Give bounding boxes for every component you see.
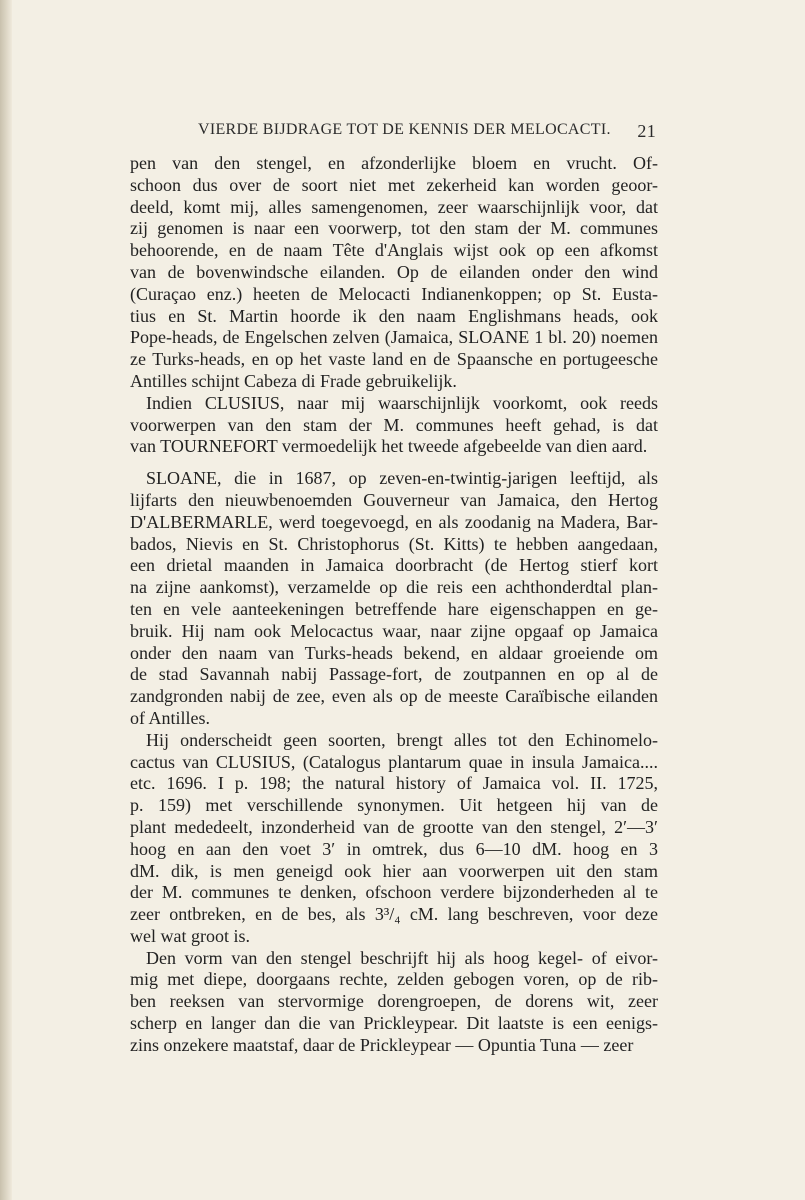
- text-line: Pope-heads, de Engelschen zelven (Jamaica, SLOANE 1 bl. 20) noemen: [130, 327, 658, 348]
- text-line: dM. dik, is men geneigd ook hier aan voorwerpen uit den stam: [130, 860, 658, 881]
- text-line: schoon dus over de soort niet met zekerheid kan worden geoor-: [130, 174, 658, 195]
- text-line: zins onzekere maatstaf, daar de Prickleypear — Opuntia Tuna — zeer: [130, 1034, 634, 1055]
- paragraph: [130, 468, 658, 730]
- text-line: behoorende, en de naam Tête d'Anglais wijst ook op een afkomst: [130, 240, 658, 261]
- text-line: p. 159) met verschillende synonymen. Uit hetgeen hij van de: [130, 795, 658, 816]
- text-line: een drietal maanden in Jamaica doorbracht (de Hertog stierf kort: [130, 555, 658, 576]
- text-line: plant mededeelt, inzonderheid van de grootte van den stengel, 2′—3′: [130, 816, 658, 837]
- text-line: mig met diepe, doorgaans rechte, zelden gebogen voren, op de rib-: [130, 969, 658, 990]
- paragraph: [130, 153, 658, 393]
- text-line: na zijne aankomst), verzamelde op die reis een achthonderdtal plan-: [130, 577, 658, 598]
- paragraph: [130, 393, 658, 458]
- text-line: deeld, komt mij, alles samengenomen, zeer waarschijnlijk voor, dat: [130, 196, 658, 217]
- text-line: van de bovenwindsche eilanden. Op de eilanden onder den wind: [130, 261, 658, 282]
- text-line: etc. 1696. I p. 198; the natural history of Jamaica vol. II. 1725,: [130, 773, 658, 794]
- text-line: wel wat groot is.: [130, 925, 250, 946]
- paragraph: [130, 730, 658, 948]
- text-line: SLOANE, die in 1687, op zeven-en-twintig-jarigen leeftijd, als: [146, 468, 658, 489]
- text-line: of Antilles.: [130, 707, 210, 728]
- text-line: onder den naam van Turks-heads bekend, en aldaar groeiende om: [130, 642, 658, 663]
- text-line: scherp en langer dan die van Prickleypear. Dit laatste is een eenigs-: [130, 1013, 658, 1034]
- text-line: D'ALBERMARLE, werd toegevoegd, en als zoodanig na Madera, Bar-: [130, 511, 658, 532]
- page-number: 21: [637, 121, 656, 141]
- text-line: zij genomen is naar een voorwerp, tot den stam der M. communes: [130, 218, 658, 239]
- text-line: voorwerpen van den stam der M. communes heeft gehad, is dat: [130, 414, 658, 435]
- text-line: ten en vele aanteekeningen betreffende hare eigenschappen en ge-: [130, 598, 658, 619]
- text-line: lijfarts den nieuwbenoemden Gouverneur van Jamaica, den Hertog: [130, 489, 658, 510]
- text-line: zeer ontbreken, en de bes, als 3³/₄ cM. lang beschreven, voor deze: [130, 904, 658, 925]
- text-line: ze Turks-heads, en op het vaste land en de Spaansche en portugeesche: [130, 349, 658, 370]
- running-head: [130, 121, 658, 145]
- text-line: der M. communes te denken, ofschoon verdere bijzonderheden al te: [130, 882, 658, 903]
- text-line: pen van den stengel, en afzonderlijke bloem en vrucht. Of-: [130, 153, 658, 173]
- text-line: Den vorm van den stengel beschrijft hij als hoog kegel- of eivor-: [146, 947, 658, 968]
- text-line: tius en St. Martin hoorde ik den naam Englishmans heads, ook: [130, 305, 658, 326]
- text-line: cactus van CLUSIUS, (Catalogus plantarum quae in insula Jamaica....: [130, 751, 658, 772]
- text-line: Indien CLUSIUS, naar mij waarschijnlijk voorkomt, ook reeds: [146, 392, 658, 413]
- paragraph: [130, 948, 658, 1057]
- text-line: (Curaçao enz.) heeten de Melocacti Indianenkoppen; op St. Eusta-: [130, 283, 658, 304]
- running-title: VIERDE BIJDRAGE TOT DE KENNIS DER MELOCACTI.: [198, 121, 611, 138]
- text-line: Antilles schijnt Cabeza di Frade gebruikelijk.: [130, 370, 457, 391]
- text-line: hoog en aan den voet 3′ in omtrek, dus 6—10 dM. hoog en 3: [130, 838, 658, 859]
- text-line: de stad Savannah nabij Passage-fort, de zoutpannen en op al de: [130, 664, 658, 685]
- text-line: van TOURNEFORT vermoedelijk het tweede afgebeelde van dien aard.: [130, 436, 648, 457]
- text-line: zandgronden nabij de zee, even als op de meeste Caraïbische eilanden: [130, 686, 658, 707]
- body-text: [130, 153, 658, 1057]
- text-line: Hij onderscheidt geen soorten, brengt alles tot den Echinomelo-: [146, 729, 658, 750]
- section-gap: [130, 458, 658, 468]
- text-line: ben reeksen van stervormige dorengroepen, de dorens wit, zeer: [130, 991, 658, 1012]
- text-line: bruik. Hij nam ook Melocactus waar, naar zijne opgaaf op Jamaica: [130, 620, 658, 641]
- text-line: bados, Nievis en St. Christophorus (St. Kitts) te hebben aangedaan,: [130, 533, 658, 554]
- page-gutter: [0, 0, 12, 1200]
